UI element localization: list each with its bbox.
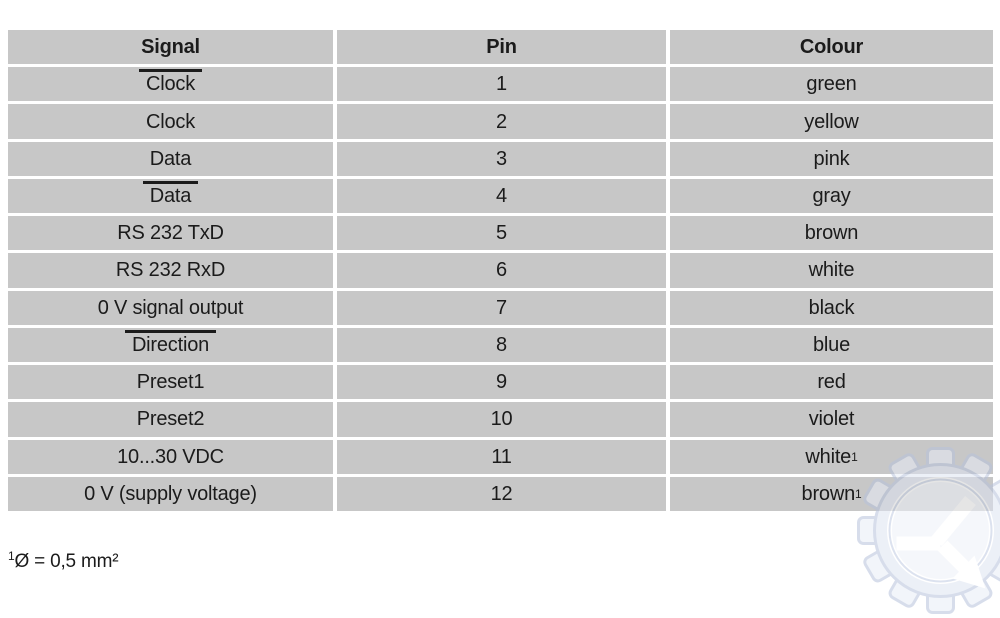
- colour-cell: [670, 216, 993, 250]
- colour-cell: brown 1: [670, 477, 993, 511]
- signal-cell: [8, 179, 333, 213]
- colour-cell: [670, 365, 993, 399]
- footnote-marker: 1: [8, 549, 14, 563]
- column-header-signal: Signal: [8, 30, 333, 64]
- signal-label: Clock: [146, 112, 195, 132]
- column-header-pin: Pin: [337, 30, 666, 64]
- pin-cell: 4: [337, 179, 666, 213]
- colour-label: white: [809, 260, 855, 280]
- signal-label: 0 V (supply voltage): [84, 484, 257, 504]
- signal-cell: [8, 67, 333, 101]
- signal-label: RS 232 RxD: [116, 260, 225, 280]
- pin-cell: 11: [337, 440, 666, 474]
- pin-cell: 10: [337, 402, 666, 436]
- signal-label: Clock: [139, 69, 202, 94]
- pin-cell: 12: [337, 477, 666, 511]
- signal-cell: [8, 216, 333, 250]
- pin-cell: 2: [337, 104, 666, 138]
- colour-label: pink: [814, 149, 850, 169]
- signal-cell: [8, 104, 333, 138]
- signal-cell: [8, 328, 333, 362]
- colour-cell: [670, 291, 993, 325]
- colour-label: blue: [813, 335, 850, 355]
- pin-cell: 5: [337, 216, 666, 250]
- signal-cell: [8, 440, 333, 474]
- pin-cell: 6: [337, 253, 666, 287]
- colour-cell: [670, 179, 993, 213]
- column-header-colour: Colour: [670, 30, 993, 64]
- signal-label: 10...30 VDC: [117, 447, 224, 467]
- colour-cell: [670, 67, 993, 101]
- colour-cell: [670, 142, 993, 176]
- colour-label: gray: [812, 186, 850, 206]
- signal-cell: [8, 402, 333, 436]
- colour-cell: [670, 402, 993, 436]
- pin-cell: 7: [337, 291, 666, 325]
- footnote-text: Ø = 0,5 mm²: [14, 551, 118, 572]
- pin-cell: 9: [337, 365, 666, 399]
- colour-label: black: [809, 298, 855, 318]
- signal-label: Preset1: [137, 372, 205, 392]
- signal-cell: [8, 142, 333, 176]
- colour-label: red: [817, 372, 845, 392]
- signal-label: 0 V signal output: [98, 298, 244, 318]
- pin-assignment-table: [8, 30, 993, 511]
- signal-cell: [8, 477, 333, 511]
- colour-cell: white 1: [670, 440, 993, 474]
- colour-cell: [670, 104, 993, 138]
- colour-label: white: [805, 447, 851, 467]
- signal-label: Data: [150, 149, 191, 169]
- signal-label: Direction: [125, 330, 216, 355]
- colour-label: brown: [802, 484, 855, 504]
- colour-label: yellow: [804, 112, 858, 132]
- signal-cell: [8, 365, 333, 399]
- signal-label: Preset2: [137, 409, 205, 429]
- colour-cell: [670, 328, 993, 362]
- colour-label: violet: [809, 409, 855, 429]
- pin-cell: 8: [337, 328, 666, 362]
- colour-label: green: [806, 74, 856, 94]
- colour-label: brown: [805, 223, 858, 243]
- pin-cell: 1: [337, 67, 666, 101]
- pin-cell: 3: [337, 142, 666, 176]
- signal-cell: [8, 291, 333, 325]
- wire-cross-section-footnote: [8, 551, 118, 573]
- signal-label: RS 232 TxD: [117, 223, 224, 243]
- signal-label: Data: [143, 181, 198, 206]
- colour-cell: [670, 253, 993, 287]
- signal-cell: [8, 253, 333, 287]
